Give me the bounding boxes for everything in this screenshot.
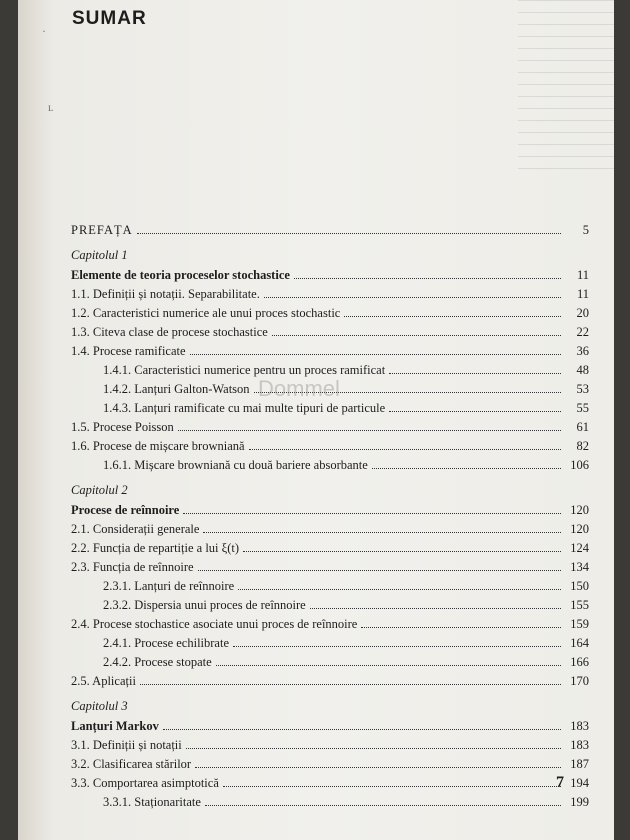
page-number: 7 bbox=[556, 774, 564, 791]
toc-page-number: 82 bbox=[576, 439, 589, 453]
toc-entry[interactable] bbox=[71, 358, 589, 377]
chapter-heading: Capitolul 2 bbox=[71, 483, 128, 497]
toc-page-number: 53 bbox=[576, 382, 589, 396]
toc-page-number: 124 bbox=[570, 541, 589, 555]
toc-page-number: 22 bbox=[576, 325, 589, 339]
dot-leader bbox=[389, 373, 561, 374]
toc-page-number: 120 bbox=[570, 522, 589, 536]
toc-entry[interactable] bbox=[71, 593, 589, 612]
toc-entry[interactable] bbox=[71, 434, 589, 453]
chapter-title-entry[interactable] bbox=[71, 263, 589, 282]
toc-entry-label: 1.2. Caracteristici numerice ale unui proces stochastic bbox=[71, 306, 341, 320]
dot-leader bbox=[233, 646, 561, 647]
dot-leader bbox=[195, 767, 561, 768]
toc-entry[interactable] bbox=[71, 574, 589, 593]
toc-entry-label: 3.3. Comportarea asimptotică bbox=[71, 776, 219, 790]
toc-entry-label: 2.4.2. Procese stopate bbox=[103, 655, 212, 669]
toc-page-number: 150 bbox=[570, 579, 589, 593]
toc-page-number: 159 bbox=[570, 617, 589, 631]
toc-entry-label: Procese de reînnoire bbox=[71, 503, 180, 517]
toc-page-number: 55 bbox=[576, 401, 589, 415]
dot-leader bbox=[178, 430, 561, 431]
toc-entry[interactable] bbox=[71, 453, 589, 472]
toc-entry-label: PREFAȚA bbox=[71, 223, 133, 237]
chapter-heading: Capitolul 3 bbox=[71, 699, 128, 713]
toc-page-number: 61 bbox=[576, 420, 589, 434]
toc-entry-label: 2.3.1. Lanțuri de reînnoire bbox=[103, 579, 235, 593]
toc-entry-label: 1.6.1. Mișcare browniană cu două bariere absorbante bbox=[103, 458, 368, 472]
dot-leader bbox=[163, 729, 561, 730]
toc-page-number: 106 bbox=[570, 458, 589, 472]
dot-leader bbox=[137, 233, 561, 234]
toc-page-number: 120 bbox=[570, 503, 589, 517]
dot-leader bbox=[294, 278, 561, 279]
dot-leader bbox=[223, 786, 561, 787]
toc-page-number: 170 bbox=[570, 674, 589, 688]
toc-entry-label: 2.4. Procese stochastice asociate unui proces de reînnoire bbox=[71, 617, 358, 631]
toc-entry-label: 1.1. Definiții și notații. Separabilitate. bbox=[71, 287, 260, 301]
toc-entry[interactable] bbox=[71, 517, 589, 536]
toc-entry-label: 2.1. Considerații generale bbox=[71, 522, 200, 536]
chapter-gap bbox=[71, 237, 589, 245]
toc-entry-label: 2.2. Funcția de repartiție a lui ξ(t) bbox=[71, 541, 240, 555]
dot-leader bbox=[183, 513, 561, 514]
toc-page-number: 155 bbox=[570, 598, 589, 612]
toc-entry[interactable] bbox=[71, 536, 589, 555]
toc-entry[interactable] bbox=[71, 790, 589, 809]
toc-entry[interactable] bbox=[71, 631, 589, 650]
dot-leader bbox=[310, 608, 561, 609]
toc-entry-label: 1.4.1. Caracteristici numerice pentru un proces ramificat bbox=[103, 363, 386, 377]
toc-page-number: 183 bbox=[570, 719, 589, 733]
dot-leader bbox=[238, 589, 561, 590]
margin-mark: · bbox=[42, 24, 46, 38]
watermark: Dommel bbox=[258, 376, 340, 401]
dot-leader bbox=[249, 449, 561, 450]
toc-entry-label: 1.4.3. Lanțuri ramificate cu mai multe tipuri de particule bbox=[103, 401, 386, 415]
margin-mark: ʟ bbox=[48, 100, 54, 114]
dot-leader bbox=[264, 297, 561, 298]
toc-entry-label: 3.1. Definiții și notații bbox=[71, 738, 182, 752]
chapter-gap bbox=[71, 472, 589, 480]
toc-entry[interactable] bbox=[71, 320, 589, 339]
toc-page-number: 194 bbox=[570, 776, 589, 790]
table-of-contents bbox=[71, 214, 589, 809]
dot-leader bbox=[186, 748, 561, 749]
toc-entry[interactable] bbox=[71, 752, 589, 771]
dot-leader bbox=[140, 684, 561, 685]
chapter-title-entry[interactable] bbox=[71, 498, 589, 517]
toc-entry[interactable] bbox=[71, 771, 589, 790]
chapter-heading: Capitolul 1 bbox=[71, 248, 128, 262]
dot-leader bbox=[198, 570, 561, 571]
toc-page-number: 134 bbox=[570, 560, 589, 574]
dot-leader bbox=[344, 316, 561, 317]
dot-leader bbox=[243, 551, 561, 552]
toc-page-number: 11 bbox=[576, 287, 589, 301]
dot-leader bbox=[361, 627, 561, 628]
toc-page-number: 199 bbox=[570, 795, 589, 809]
toc-entry-label: Lanțuri Markov bbox=[71, 719, 159, 733]
toc-entry-label: 2.3.2. Dispersia unui proces de reînnoire bbox=[103, 598, 306, 612]
toc-entry-label: 3.3.1. Staționaritate bbox=[103, 795, 201, 809]
toc-entry-label: 2.3. Funcția de reînnoire bbox=[71, 560, 194, 574]
dot-leader bbox=[216, 665, 561, 666]
dot-leader bbox=[389, 411, 561, 412]
toc-entry-label: 3.2. Clasificarea stărilor bbox=[71, 757, 192, 771]
toc-entry[interactable] bbox=[71, 612, 589, 631]
toc-entry-label: Elemente de teoria proceselor stochastice bbox=[71, 268, 290, 282]
toc-page-number: 187 bbox=[570, 757, 589, 771]
chapter-title-entry[interactable] bbox=[71, 714, 589, 733]
toc-entry-label: 1.6. Procese de mișcare browniană bbox=[71, 439, 245, 453]
toc-page-number: 183 bbox=[570, 738, 589, 752]
toc-entry-label: 1.4.2. Lanțuri Galton-Watson bbox=[103, 382, 250, 396]
toc-entry-label: 1.3. Citeva clase de procese stochastice bbox=[71, 325, 268, 339]
toc-page-number: 11 bbox=[576, 268, 589, 282]
toc-page-number: 48 bbox=[576, 363, 589, 377]
toc-page-number: 166 bbox=[570, 655, 589, 669]
toc-entry-label: 1.4. Procese ramificate bbox=[71, 344, 186, 358]
dot-leader bbox=[372, 468, 561, 469]
toc-entry[interactable] bbox=[71, 650, 589, 669]
toc-entry[interactable] bbox=[71, 282, 589, 301]
dot-leader bbox=[205, 805, 561, 806]
toc-entry[interactable] bbox=[71, 733, 589, 752]
chapter-gap bbox=[71, 688, 589, 696]
toc-entry[interactable] bbox=[71, 555, 589, 574]
toc-entry-label: 2.4.1. Procese echilibrate bbox=[103, 636, 229, 650]
page-title: SUMAR bbox=[72, 8, 147, 29]
toc-entry[interactable] bbox=[71, 339, 589, 358]
toc-entry[interactable] bbox=[71, 301, 589, 320]
book-page bbox=[18, 0, 614, 840]
toc-entry-label: 2.5. Aplicații bbox=[71, 674, 136, 688]
toc-entry-label: 1.5. Procese Poisson bbox=[71, 420, 174, 434]
dot-leader bbox=[190, 354, 561, 355]
dot-leader bbox=[272, 335, 561, 336]
toc-entry[interactable] bbox=[71, 415, 589, 434]
toc-entry[interactable] bbox=[71, 214, 589, 237]
toc-page-number: 5 bbox=[582, 223, 589, 237]
dot-leader bbox=[203, 532, 561, 533]
bleed-through-text bbox=[518, 0, 614, 180]
toc-page-number: 20 bbox=[576, 306, 589, 320]
toc-page-number: 164 bbox=[570, 636, 589, 650]
toc-entry[interactable] bbox=[71, 669, 589, 688]
toc-page-number: 36 bbox=[576, 344, 589, 358]
